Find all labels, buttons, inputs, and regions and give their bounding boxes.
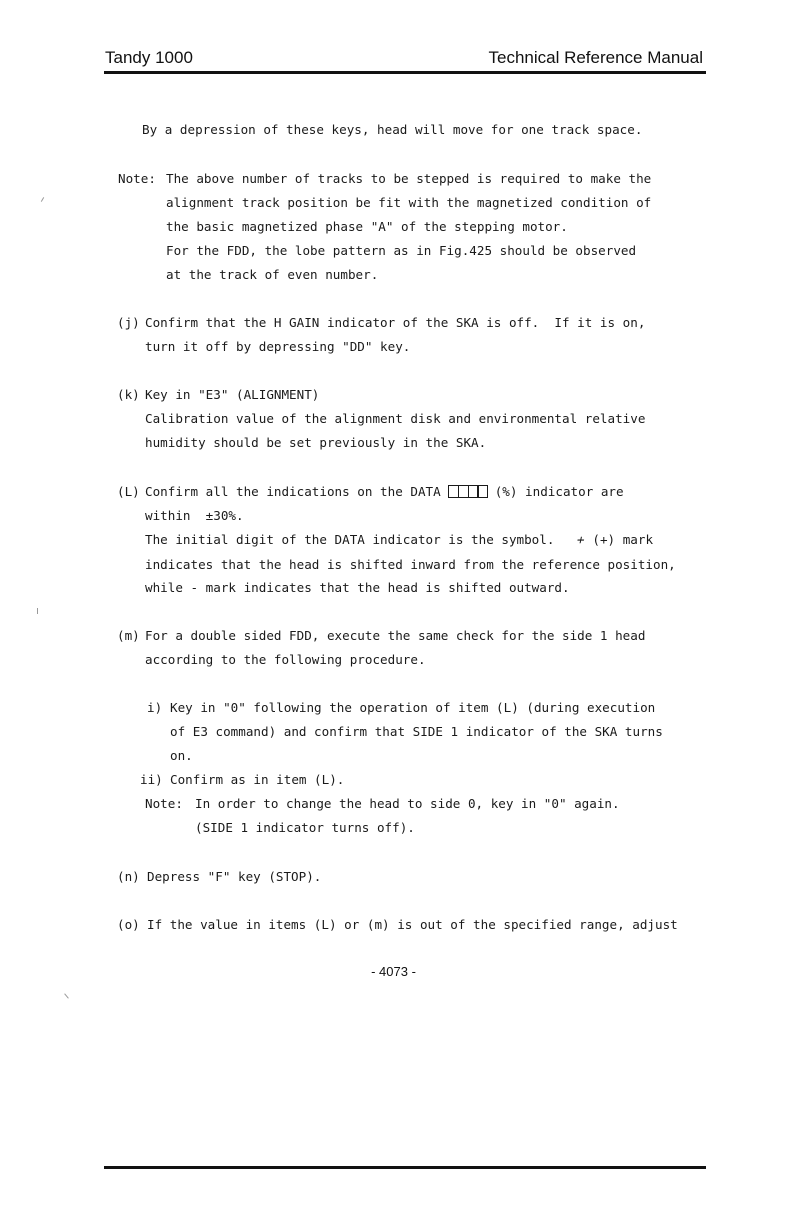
note-line: the basic magnetized phase "A" of the stepping motor. bbox=[166, 219, 568, 234]
item-line-text: Confirm all the indications on the DATA bbox=[145, 484, 441, 499]
item-line-text: (+) mark bbox=[592, 532, 654, 547]
sub-note-line: In order to change the head to side 0, key in "0" again. bbox=[195, 796, 620, 811]
sub-note-line: (SIDE 1 indicator turns off). bbox=[195, 820, 415, 835]
plus-minus-symbol: + bbox=[575, 532, 587, 547]
item-line: indicates that the head is shifted inward from the reference position, bbox=[145, 557, 676, 572]
note-line: For the FDD, the lobe pattern as in Fig.425 should be observed bbox=[166, 243, 637, 258]
item-line: Calibration value of the alignment disk and environmental relative bbox=[145, 411, 646, 426]
sub-note-label: Note: bbox=[145, 796, 183, 811]
item-line: For a double sided FDD, execute the same check for the side 1 head bbox=[145, 628, 646, 643]
item-line-text: (%) indicator are bbox=[494, 484, 624, 499]
subitem-marker: i) bbox=[147, 700, 163, 715]
intro-text: By a depression of these keys, head will move for one track space. bbox=[142, 122, 643, 137]
item-line: according to the following procedure. bbox=[145, 652, 426, 667]
item-line bbox=[145, 484, 624, 502]
note-line: at the track of even number. bbox=[166, 267, 379, 282]
item-line: within ±30%. bbox=[145, 508, 244, 523]
subitem-line: on. bbox=[170, 748, 193, 763]
item-marker: (m) bbox=[117, 628, 140, 643]
subitem-line: of E3 command) and confirm that SIDE 1 indicator of the SKA turns bbox=[170, 724, 663, 739]
header-title: Tandy 1000 bbox=[105, 48, 193, 67]
item-line: Confirm that the H GAIN indicator of the SKA is off. If it is on, bbox=[145, 315, 646, 330]
subitem-line: Confirm as in item (L). bbox=[170, 772, 345, 787]
item-line: Key in "E3" (ALIGNMENT) bbox=[145, 387, 320, 402]
item-line: turn it off by depressing "DD" key. bbox=[145, 339, 411, 354]
subitem-line: Key in "0" following the operation of item (L) (during execution bbox=[170, 700, 656, 715]
item-line bbox=[145, 532, 653, 548]
header-manual-name: Technical Reference Manual bbox=[488, 48, 703, 67]
subitem-marker: ii) bbox=[140, 772, 163, 787]
scan-speck bbox=[64, 993, 69, 998]
item-line: If the value in items (L) or (m) is out of the specified range, adjust bbox=[147, 917, 678, 932]
page-number: - 4073 - bbox=[371, 964, 416, 979]
item-line-text: The initial digit of the DATA indicator is the symbol. bbox=[145, 532, 555, 547]
item-line: Depress "F" key (STOP). bbox=[147, 869, 322, 884]
scan-speck bbox=[37, 608, 38, 614]
item-marker: (j) bbox=[117, 315, 140, 330]
item-line: while - mark indicates that the head is shifted outward. bbox=[145, 580, 570, 595]
note-line: alignment track position be fit with the magnetized condition of bbox=[166, 195, 652, 210]
scan-speck bbox=[41, 197, 44, 202]
header-rule bbox=[104, 71, 706, 74]
item-marker: (k) bbox=[117, 387, 140, 402]
note-line: The above number of tracks to be stepped is required to make the bbox=[166, 171, 652, 186]
footer-rule bbox=[104, 1166, 706, 1169]
note-label: Note: bbox=[118, 171, 156, 186]
item-marker: (L) bbox=[117, 484, 140, 499]
item-marker: (o) bbox=[117, 917, 140, 932]
data-indicator-boxes-icon bbox=[448, 485, 487, 502]
item-marker: (n) bbox=[117, 869, 140, 884]
item-line: humidity should be set previously in the SKA. bbox=[145, 435, 487, 450]
